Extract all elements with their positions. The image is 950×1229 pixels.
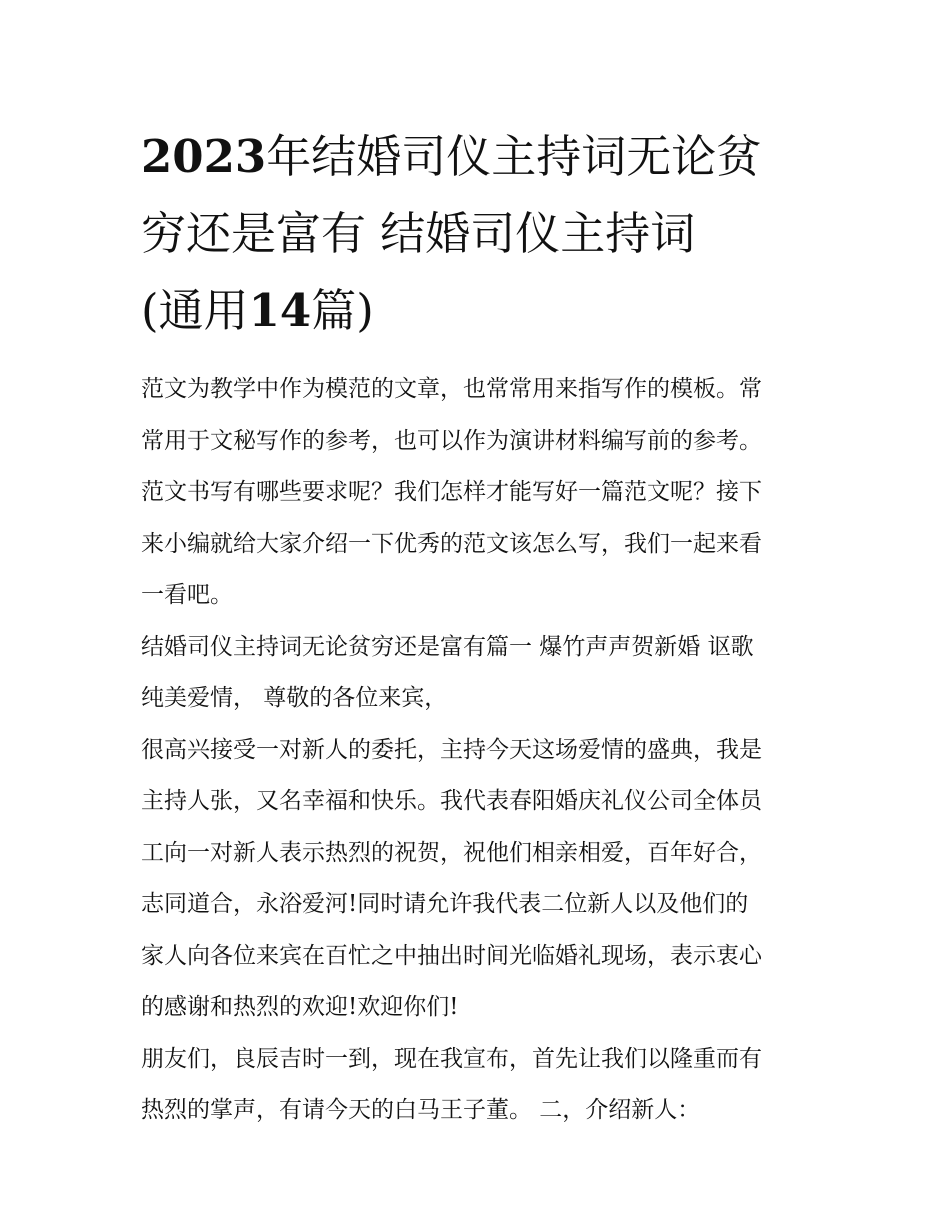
body-line: 工向一对新人表示热烈的祝贺，祝他们相亲相爱，百年好合， <box>141 839 762 866</box>
body-line: 纯美爱情， 尊敬的各位来宾， <box>141 685 448 711</box>
title-text: 篇) <box>311 284 374 337</box>
title-year: 2023 <box>141 130 267 183</box>
body-line: 结婚司仪主持词无论贫穷还是富有篇一 爆竹声声贺新婚 讴歌 <box>141 633 754 660</box>
title-line <box>141 118 817 195</box>
title-line <box>141 195 817 272</box>
body-line: 常用于文秘写作的参考，也可以作为演讲材料编写前的参考。 <box>141 427 762 454</box>
body-line: 主持人张，又名幸福和快乐。我代表春阳婚庆礼仪公司全体员 <box>141 788 762 814</box>
document-page <box>141 118 817 1137</box>
title-text: 穷还是富有 结婚司仪主持词 <box>141 207 696 260</box>
body-line: 热烈的掌声，有请今天的白马王子董。 二，介绍新人： <box>141 1097 701 1123</box>
body-line: 一看吧。 <box>141 582 233 608</box>
title-text: 年结婚司仪主持词无论贫 <box>266 130 762 183</box>
body-line: 很高兴接受一对新人的委托，主持今天这场爱情的盛典，我是 <box>141 736 762 763</box>
document-body <box>141 364 817 1137</box>
body-line: 范文为教学中作为模范的文章，也常常用来指写作的模板。常 <box>141 376 762 402</box>
body-line: 朋友们，良辰吉时一到，现在我宣布，首先让我们以隆重而有 <box>141 1045 762 1072</box>
title-text: (通用 <box>141 284 249 337</box>
body-line: 来小编就给大家介绍一下优秀的范文该怎么写，我们一起来看 <box>141 530 762 557</box>
document-title <box>141 118 817 349</box>
title-line <box>141 272 817 349</box>
body-line: 的感谢和热烈的欢迎!欢迎你们! <box>141 994 459 1020</box>
title-count: 14 <box>248 284 312 337</box>
body-line: 志同道合，永浴爱河!同时请允许我代表二位新人以及他们的 <box>141 891 749 917</box>
body-line: 范文书写有哪些要求呢？我们怎样才能写好一篇范文呢？接下 <box>141 479 762 505</box>
body-line: 家人向各位来宾在百忙之中抽出时间光临婚礼现场，表示衷心 <box>141 942 762 969</box>
